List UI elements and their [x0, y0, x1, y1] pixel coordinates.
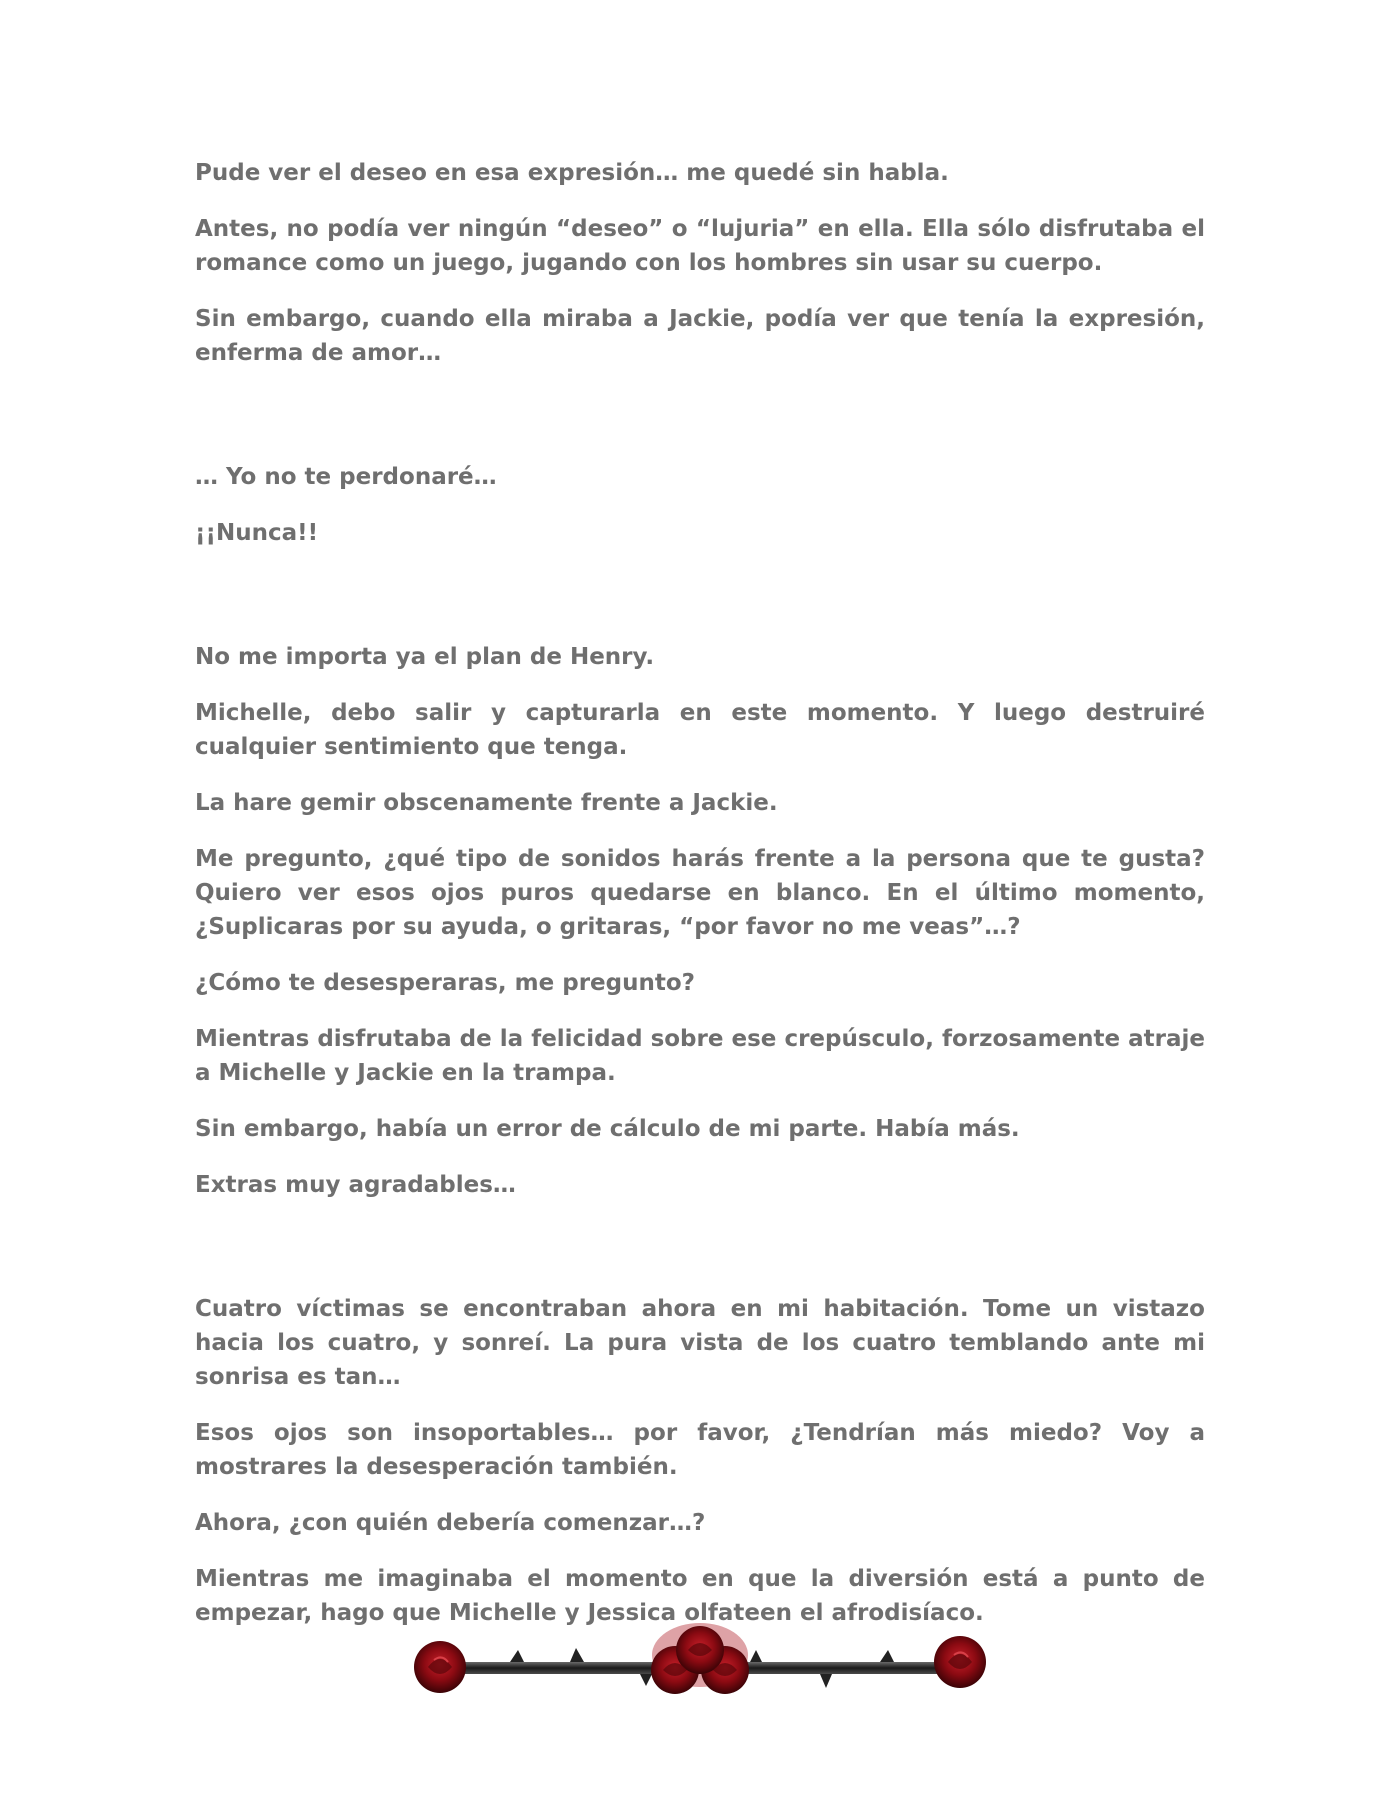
paragraph: No me importa ya el plan de Henry.: [195, 644, 655, 670]
paragraph: Sin embargo, cuando ella miraba a Jackie, podía ver que tenía la expresión, enferma de amor…: [195, 306, 1205, 366]
paragraph: ¡¡Nunca!!: [195, 520, 319, 546]
paragraph: Esos ojos son insoportables… por favor, ¿Tendrían más miedo? Voy a mostrares la desesperación también.: [195, 1420, 1205, 1480]
paragraph: Ahora, ¿con quién debería comenzar…?: [195, 1510, 706, 1536]
document-body: [195, 156, 1205, 1652]
paragraph: Cuatro víctimas se encontraban ahora en mi habitación. Tome un vistazo hacia los cuatro, y sonreí. La pura vista de los cuatro temblando ante mi sonrisa es tan…: [195, 1296, 1205, 1390]
paragraph: Sin embargo, había un error de cálculo de mi parte. Había más.: [195, 1116, 1020, 1142]
paragraph: … Yo no te perdonaré…: [195, 464, 497, 490]
paragraph: La hare gemir obscenamente frente a Jackie.: [195, 790, 778, 816]
paragraph: Mientras me imaginaba el momento en que la diversión está a punto de empezar, hago que Michelle y Jessica olfateen el afrodisíaco.: [195, 1566, 1205, 1626]
paragraph: Antes, no podía ver ningún “deseo” o “lujuria” en ella. Ella sólo disfrutaba el romance como un juego, jugando con los hombres sin usar su cuerpo.: [195, 216, 1205, 276]
paragraph: Me pregunto, ¿qué tipo de sonidos harás frente a la persona que te gusta? Quiero ver esos ojos puros quedarse en blanco. En el último momento, ¿Suplicaras por su ayuda, o gritaras, “por favor no me veas”…?: [195, 846, 1205, 940]
paragraph: Pude ver el deseo en esa expresión… me quedé sin habla.: [195, 160, 949, 186]
paragraph: ¿Cómo te desesperaras, me pregunto?: [195, 970, 695, 996]
paragraph: Extras muy agradables…: [195, 1172, 516, 1198]
paragraph: Mientras disfrutaba de la felicidad sobre ese crepúsculo, forzosamente atraje a Michelle y Jackie en la trampa.: [195, 1026, 1205, 1086]
paragraph: Michelle, debo salir y capturarla en este momento. Y luego destruiré cualquier sentimiento que tenga.: [195, 700, 1205, 760]
rose-vine-divider-icon: [400, 1610, 1000, 1720]
